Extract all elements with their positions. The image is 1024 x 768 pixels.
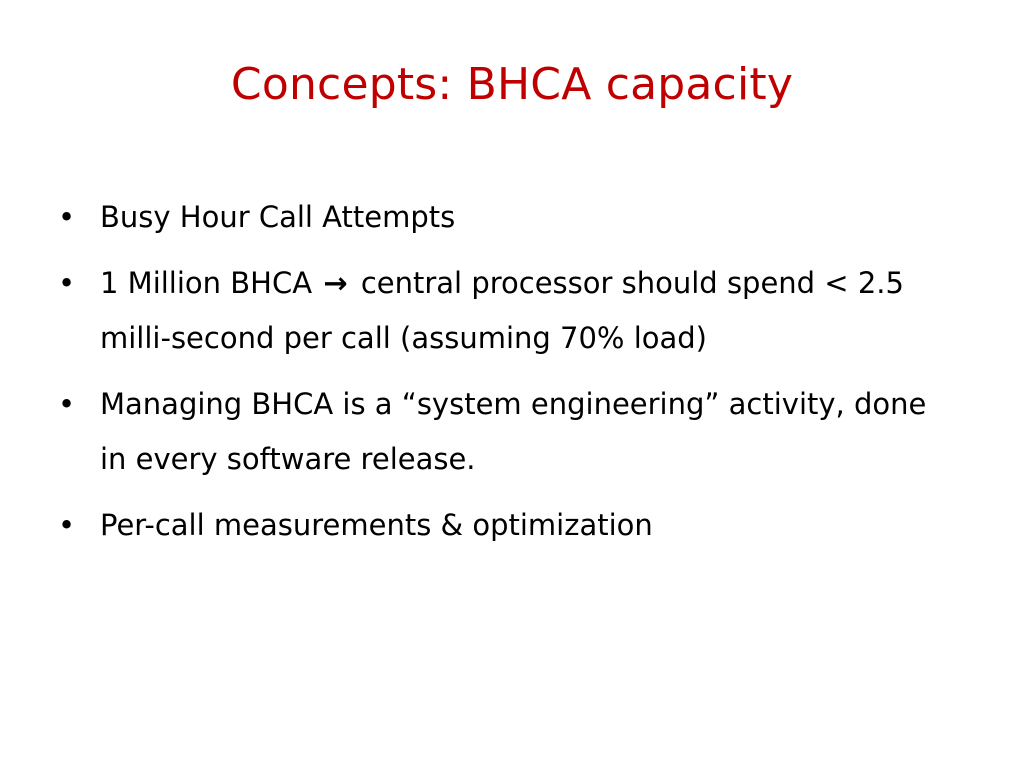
bullet-item-million-bhca bbox=[58, 256, 938, 366]
bullet-item-managing-bhca bbox=[58, 377, 938, 487]
bullet-icon: • bbox=[58, 387, 76, 421]
slide-title: Concepts: BHCA capacity bbox=[230, 59, 794, 110]
bullet-icon: • bbox=[58, 266, 76, 300]
bullet-text: Managing BHCA is a “system engineering” activity, done in every software release. bbox=[100, 387, 927, 476]
right-arrow-icon: → bbox=[323, 266, 348, 300]
bullet-item-busy-hour bbox=[58, 190, 938, 245]
bullet-text-after-arrow: central processor should spend < 2.5 milli-second per call (assuming 70% load) bbox=[100, 266, 904, 355]
bullet-text-before-arrow: 1 Million BHCA bbox=[100, 266, 313, 300]
bullet-item-per-call bbox=[58, 498, 938, 553]
bullet-list bbox=[58, 190, 938, 564]
bullet-text: Per-call measurements & optimization bbox=[100, 508, 653, 542]
bullet-icon: • bbox=[58, 200, 76, 234]
bullet-icon: • bbox=[58, 508, 76, 542]
bullet-text: Busy Hour Call Attempts bbox=[100, 200, 456, 234]
